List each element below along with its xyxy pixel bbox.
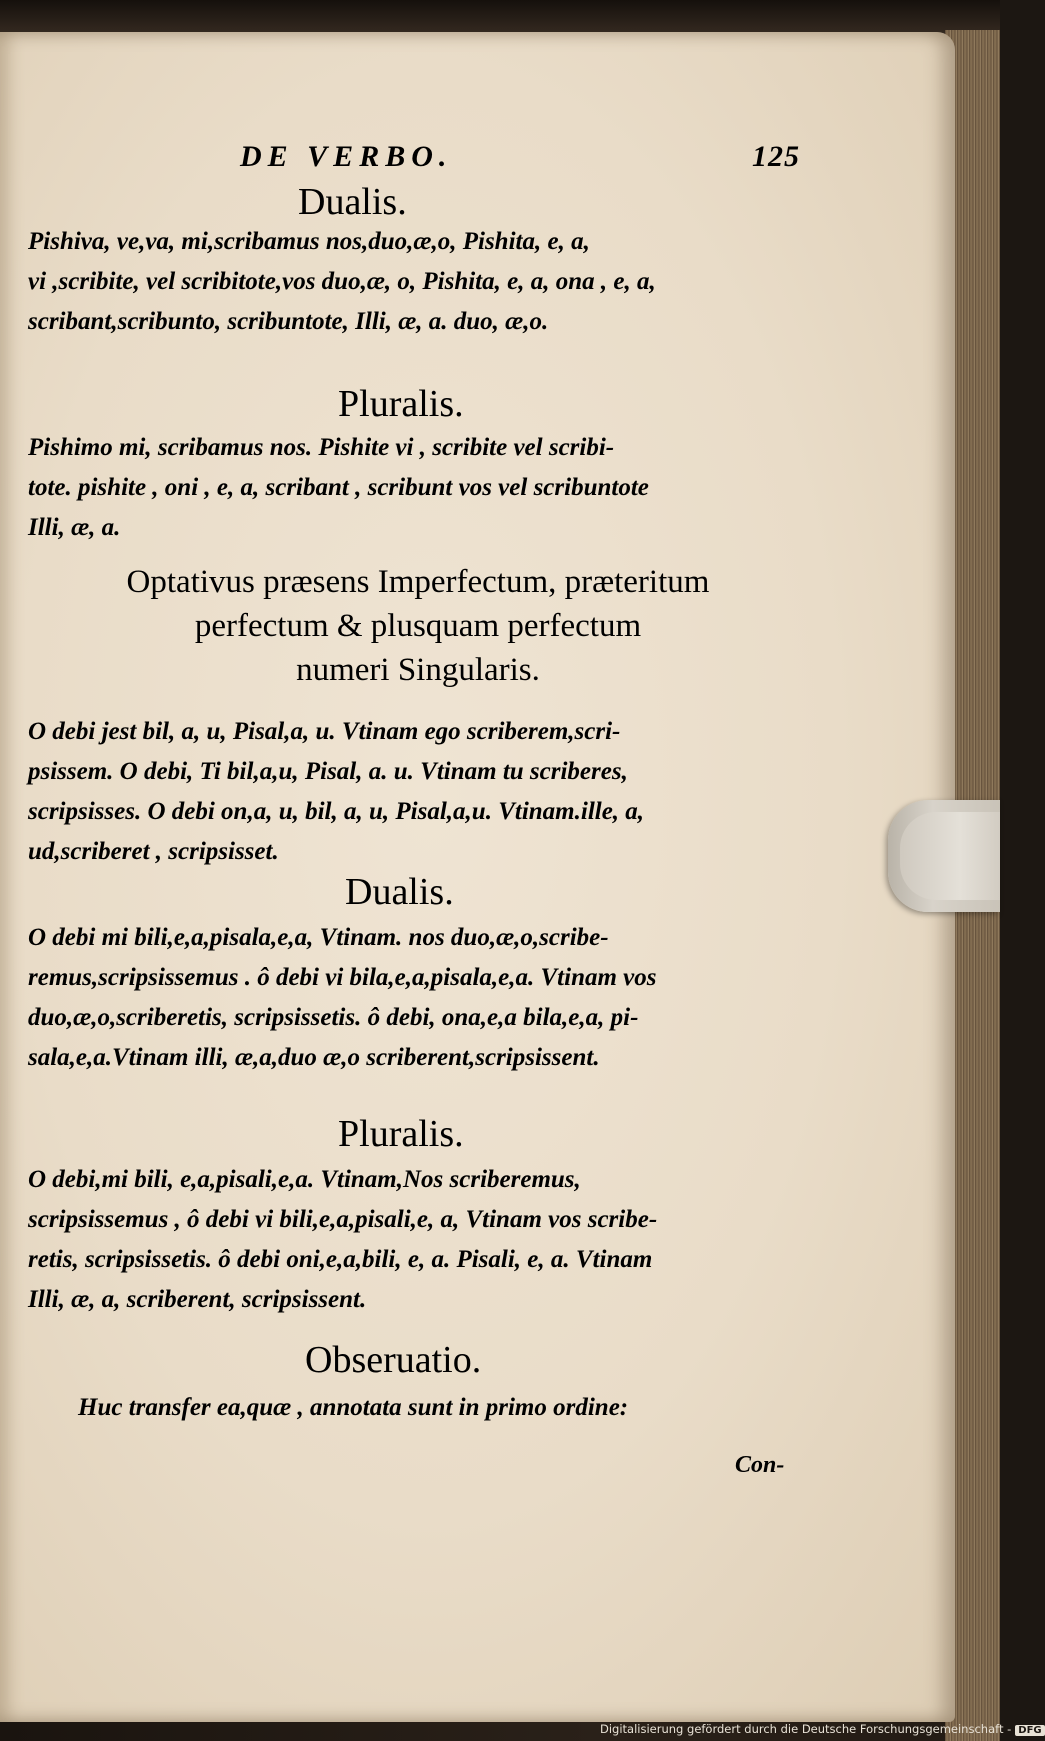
section-title-obseruatio: Obseruatio. [305, 1339, 482, 1381]
running-title: DE VERBO. [240, 140, 453, 173]
section-title-optativus: Optativus præsens Imperfectum, præteritum perfectum & plusquam perfectum numeri Singularis. [126, 564, 710, 688]
section-text-pluralis-2: O debi,mi bili, e,a,pisali,e,a. Vtinam,Nos scriberemus, scripsissemus , ô debi vi bili,e,a,pisali,e, a, Vtinam vos scribe- retis, scripsissetis. ô debi oni,e,a,bili, e, a. Pisali, e, a. Vtinam Illi, æ, a, scriberent, scripsissent. [28, 1166, 658, 1313]
section-title-pluralis-1: Pluralis. [338, 383, 464, 425]
page-number: 125 [752, 140, 800, 173]
section-title-dualis-2: Dualis. [345, 871, 454, 913]
paper-clip-inner [900, 812, 1000, 900]
dfg-logo: DFG [1015, 1725, 1044, 1736]
section-text-obseruatio: Huc transfer ea,quæ , annotata sunt in primo ordine: [78, 1394, 629, 1421]
footer-text: Digitalisierung gefördert durch die Deutsche Forschungsgemeinschaft - [600, 1722, 1012, 1736]
catchword: Con- [735, 1452, 785, 1478]
section-text-pluralis-1: Pishimo mi, scribamus nos. Pishite vi , scribite vel scribi- tote. pishite , oni , e, a, scribant , scribunt vos vel scribuntote Illi, æ, a. [28, 434, 649, 541]
section-text-dualis-1: Pishiva, ve,va, mi,scribamus nos,duo,æ,o, Pishita, e, a, vi ,scribite, vel scribitote,vos duo,æ, o, Pishita, e, a, ona , e, a, scribant,scribunto, scribuntote, Illi, æ, a. duo, æ,o. [28, 228, 656, 335]
section-title-dualis-1: Dualis. [298, 181, 407, 223]
section-title-pluralis-2: Pluralis. [338, 1113, 464, 1155]
section-text-dualis-2: O debi mi bili,e,a,pisala,e,a, Vtinam. nos duo,æ,o,scribe- remus,scripsissemus . ô debi vi bila,e,a,pisala,e,a. Vtinam vos duo,æ,o,scriberetis, scripsissetis. ô debi, ona,e,a bila,e,a, pi- sala,e,a.Vtinam illi, æ,a,duo æ,o scriberent,scripsissent. [28, 924, 657, 1071]
running-header [240, 140, 800, 174]
digitization-footer [600, 1722, 1045, 1736]
section-text-optativus: O debi jest bil, a, u, Pisal,a, u. Vtinam ego scriberem,scri- psissem. O debi, Ti bil,a,u, Pisal, a. u. Vtinam tu scriberes, scripsisses. O debi on,a, u, bil, a, u, Pisal,a,u. Vtinam.ille, a, ud,scriberet , scripsisset. [28, 718, 645, 865]
